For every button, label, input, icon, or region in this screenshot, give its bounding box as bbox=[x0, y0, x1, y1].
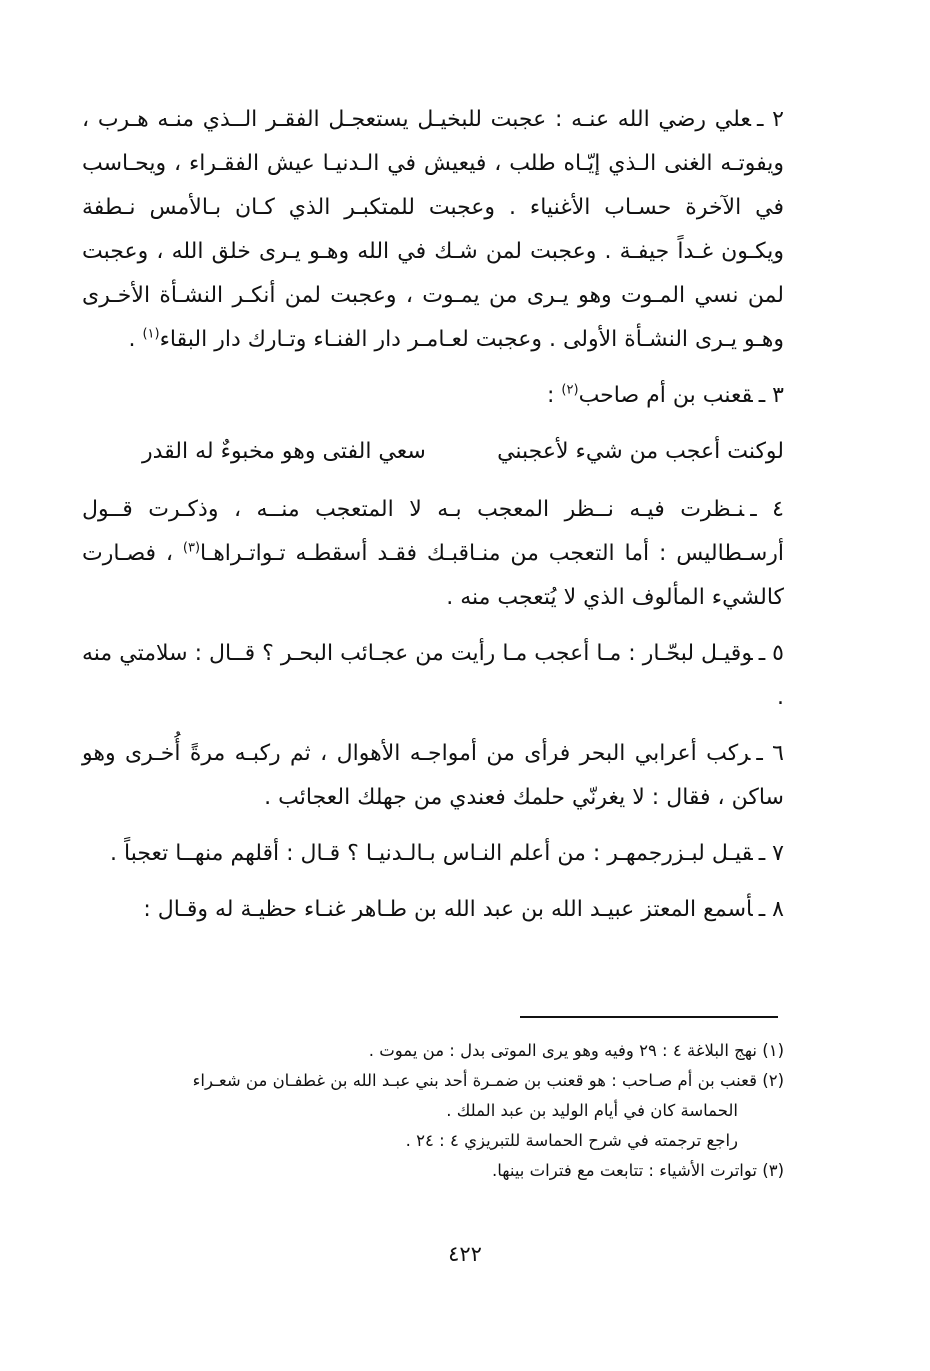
footnote-text: تواترت الأشياء : تتابعت مع فترات بينها. bbox=[491, 1161, 757, 1180]
footnote-ref: (٢) bbox=[561, 382, 579, 398]
paragraph-6 bbox=[82, 732, 784, 820]
footnote-text: نهج البلاغة ٤ : ٢٩ وفيه وهو يرى الموتى بدل : من يموت . bbox=[368, 1041, 757, 1060]
paragraph-tail: : bbox=[547, 383, 562, 408]
verse-second-hemistich: سعي الفتى وهو مخبوءٌ له القدر bbox=[142, 439, 426, 464]
footnote-ref: (٣) bbox=[182, 540, 201, 556]
paragraph-text: قعنب بن أم صاحب bbox=[578, 383, 753, 408]
paragraph-text: وقيـل لبحّـار : مـا أعجب مـا رأيت من عجـائب البحـر ؟ قــال : سلامتي منه . bbox=[82, 641, 784, 710]
paragraph-number: ٧ ـ bbox=[758, 841, 784, 866]
paragraph-3 bbox=[82, 374, 784, 418]
paragraph-number: ٢ ـ bbox=[756, 107, 784, 132]
paragraph-4 bbox=[82, 488, 784, 620]
footnote-text: راجع ترجمته في شرح الحماسة للتبريزي ٤ : ٢٤ . bbox=[405, 1131, 738, 1150]
paragraph-2 bbox=[82, 98, 784, 362]
paragraph-text: قيـل لبـزرجمهـر : من أعلم النـاس بـالـدنيـا ؟ قـال : أقلهم منهــا تعجباً . bbox=[110, 841, 753, 866]
footnote-marker: (١) bbox=[762, 1041, 784, 1060]
paragraph-7 bbox=[82, 832, 784, 876]
paragraph-number: ٨ ـ bbox=[758, 897, 784, 922]
verse-first-hemistich: لوكنت أعجب من شيء لأعجبني bbox=[497, 439, 784, 464]
footnote-text: الحماسة كان في أيام الوليد بن عبد الملك . bbox=[446, 1101, 738, 1120]
paragraph-text: ركب أعرابي البحر فرأى من أمواجـه الأهوال ، ثم ركبـه مرةً أُخـرى وهو ساكن ، فقال : لا يغرنّي حلمك فعندي من جهلك العجائب . bbox=[82, 741, 784, 810]
footnote-divider bbox=[520, 1016, 778, 1018]
footnote-2-reference bbox=[82, 1126, 784, 1156]
paragraph-text: نـظرت فيـه نــظر المعجب بـه لا المتعجب منــه ، وذكـرت قــول أرسـطاليس : أما التعجب من منـاقبـك فقـد أسقطـه تـواتـراهـا bbox=[82, 497, 785, 566]
footnote-marker: (٢) bbox=[762, 1071, 784, 1090]
footnote-marker: (٣) bbox=[762, 1161, 784, 1180]
footnotes bbox=[82, 1036, 784, 1186]
paragraph-number: ٣ ـ bbox=[758, 383, 784, 408]
poem-verse bbox=[82, 430, 784, 474]
main-text bbox=[82, 98, 784, 944]
paragraph-tail: ، فصـارت كالشيء المألوف الذي لا يُتعجب منه . bbox=[82, 541, 784, 610]
footnote-2-continuation bbox=[82, 1096, 784, 1126]
paragraph-number: ٥ ـ bbox=[758, 641, 784, 666]
footnote-1 bbox=[82, 1036, 784, 1066]
paragraph-5 bbox=[82, 632, 784, 720]
paragraph-tail: . bbox=[128, 327, 143, 352]
paragraph-text: علي رضي الله عنـه : عجبت للبخيـل يستعجـل الفقـر الــذي منـه هـرب ، ويفوتـه الغنى الـذي إيّـاه طلب ، فيعيش في الـدنيـا عيش الفقـراء ، ويحـاسب في الآخرة حسـاب الأغنياء . وعجبت للمتكبـر الذي كـان بـالأمس نـطفة ويكـون غـداً جيفـة . وعجبت لمن شـك في الله وهـو يـرى خلق الله ، وعجبت لمن نسي المـوت وهو يـرى من يمـوت ، وعجبت لمن أنكـر النشـأة الأخـرى وهـو يـرى النشـأة الأولى . وعجبت لعـامـر دار الفنـاء وتـارك دار البقاء bbox=[82, 107, 784, 352]
footnote-3 bbox=[82, 1156, 784, 1186]
paragraph-8 bbox=[82, 888, 784, 932]
footnote-2 bbox=[82, 1066, 784, 1096]
footnote-ref: (١) bbox=[142, 326, 160, 342]
paragraph-number: ٦ ـ bbox=[756, 741, 784, 766]
page-number: ٤٢٢ bbox=[448, 1242, 482, 1266]
paragraph-text: أسمع المعتز عبيـد الله بن عبد الله بن طـاهر غنـاء حظيـة له وقـال : bbox=[143, 897, 753, 922]
footnote-text: قعنب بن أم صـاحب : هو قعنب بن ضمـرة أحد بني عبـد الله بن غطفـان من شعـراء bbox=[192, 1071, 757, 1090]
paragraph-number: ٤ ـ bbox=[750, 497, 784, 522]
